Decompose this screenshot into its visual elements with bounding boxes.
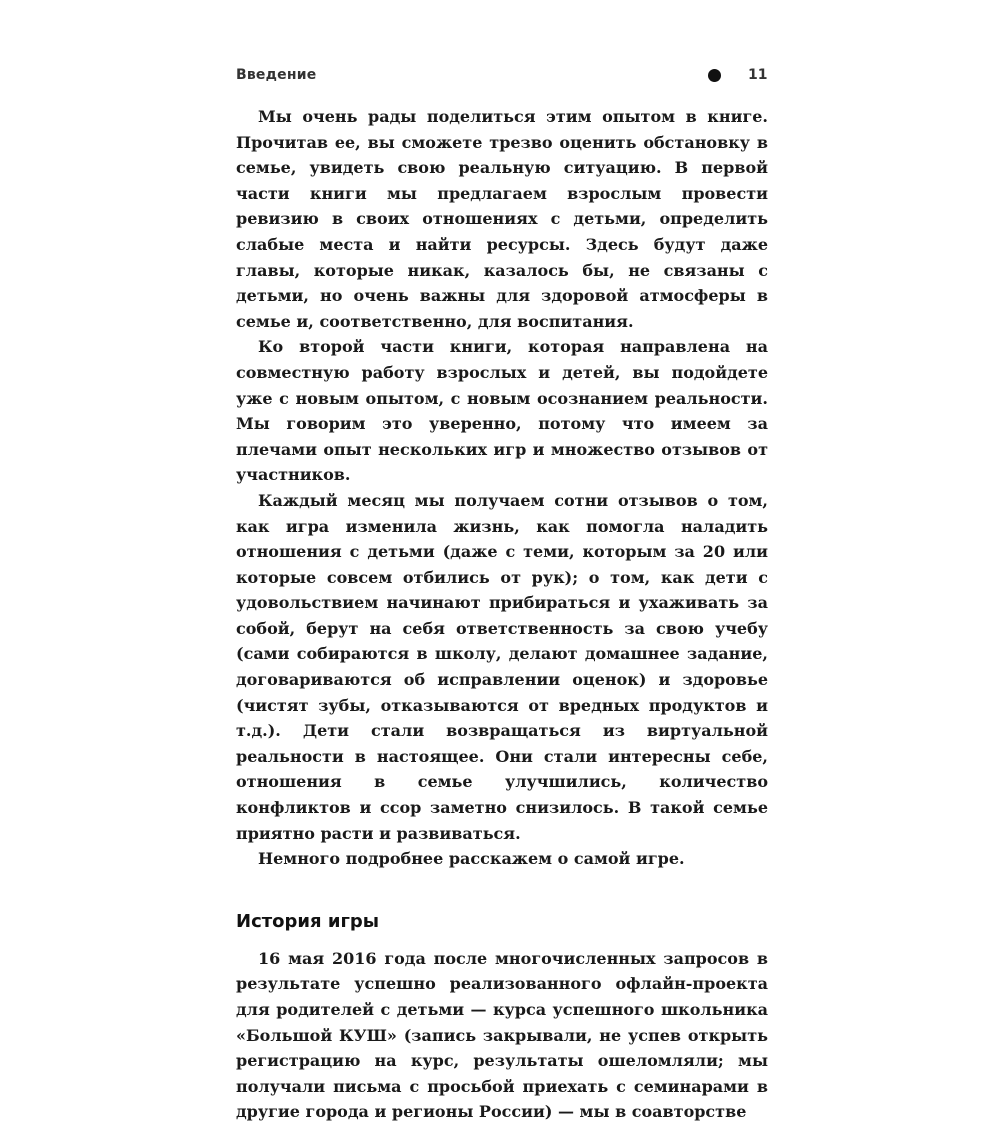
bullet-dot-icon [708,69,721,82]
page-body [236,104,768,1125]
paragraph-2: Ко второй части книги, которая направлена на совместную работу взрослых и детей, вы подойдете уже с новым опытом, с новым осознанием реальности. Мы говорим это уверенно, потому что имеем за плечами опыт нескольких игр и множество отзывов от участников. [236,337,768,485]
section-paragraph: 16 мая 2016 года после многочисленных запросов в результате успешно реализованного офлайн-проекта для родителей с детьми — курса успешного школьника «Большой КУШ» (запись закрывали, не успев открыть регистрацию на курс, результаты ошеломляли; мы получали письма с просьбой приехать с семинарами в другие города и регионы России) — мы в соавторстве [236,948,768,1122]
section-heading: История игры [236,910,380,932]
page-number: 11 [748,67,768,83]
running-header [236,66,768,86]
paragraph-3: Каждый месяц мы получаем сотни отзывов о том, как игра изменила жизнь, как помогла наладить отношения с детьми (даже с теми, которым за 20 или которые совсем отбились от рук); о том, как дети с удовольствием начинают прибираться и ухаживать за собой, берут на себя ответственность за свою учебу (сами собираются в школу, делают домашнее задание, договариваются об исправлении оценок) и здоровье (чистят зубы, отказываются от вредных продуктов и т.д.). Дети стали возвращаться из виртуальной реальности в настоящее. Они стали интересны себе, отношения в семье улучшились, количество конфликтов и ссор заметно снизилось. В такой семье приятно расти и развиваться. [236,490,768,843]
paragraph-1: Мы очень рады поделиться этим опытом в книге. Прочитав ее, вы сможете трезво оценить обстановку в семье, увидеть свою реальную ситуацию. В первой части книги мы предлагаем взрослым провести ревизию в своих отношениях с детьми, определить слабые места и найти ресурсы. Здесь будут даже главы, которые никак, казалось бы, не связаны с детьми, но очень важны для здоровой атмосферы в семье и, соответственно, для воспитания. [236,107,768,331]
paragraph-4: Немного подробнее расскажем о самой игре. [258,849,685,869]
running-header-title: Введение [236,67,317,83]
